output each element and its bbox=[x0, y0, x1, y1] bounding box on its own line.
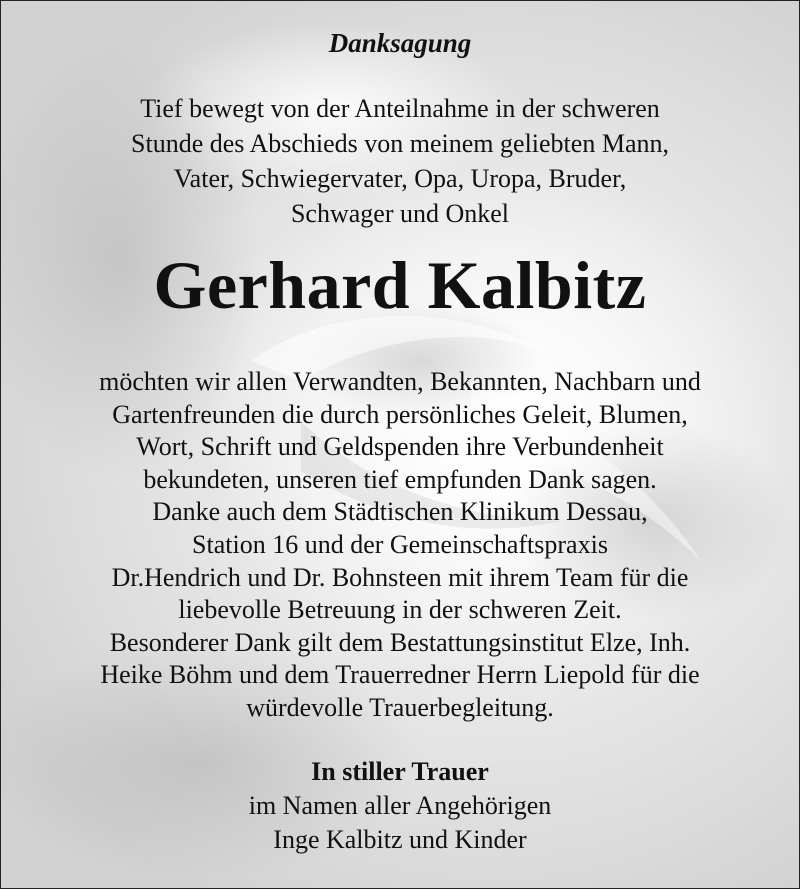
body-line: möchten wir allen Verwandten, Bekannten, Nachbarn und bbox=[99, 367, 701, 396]
intro-line: Stunde des Abschieds von meinem geliebten Mann, bbox=[131, 129, 669, 158]
thanks-body bbox=[1, 366, 799, 725]
body-line: würdevolle Trauerbegleitung. bbox=[246, 692, 554, 722]
deceased-name: Gerhard Kalbitz bbox=[153, 247, 647, 323]
closing-signature: Inge Kalbitz und Kinder bbox=[273, 825, 527, 854]
closing-line: im Namen aller Angehörigen bbox=[248, 791, 552, 820]
intro-line: Vater, Schwiegervater, Opa, Uropa, Bruder, bbox=[173, 164, 627, 193]
body-line: liebevolle Betreuung in der schweren Zeit. bbox=[178, 595, 622, 625]
body-line: bekundeten, unseren tief empfunden Dank sagen. bbox=[143, 464, 657, 494]
intro-text bbox=[1, 91, 799, 231]
body-line: Danke auch dem Städtischen Klinikum Dessau, bbox=[152, 497, 648, 527]
closing-block bbox=[1, 755, 799, 857]
notice-heading: Danksagung bbox=[328, 28, 472, 58]
body-line: Besonderer Dank gilt dem Bestattungsinstitut Elze, Inh. bbox=[109, 627, 691, 657]
body-line: Heike Böhm und dem Trauerredner Herrn Liepold für die bbox=[100, 660, 700, 690]
closing-title: In stiller Trauer bbox=[311, 757, 489, 786]
intro-line: Tief bewegt von der Anteilnahme in der schweren bbox=[140, 94, 660, 123]
intro-line: Schwager und Onkel bbox=[290, 199, 510, 228]
body-line: Gartenfreunden die durch persönliches Geleit, Blumen, bbox=[112, 399, 688, 429]
body-line: Dr.Hendrich und Dr. Bohnsteen mit ihrem Team für die bbox=[111, 562, 689, 592]
body-line: Wort, Schrift und Geldspenden ihre Verbundenheit bbox=[136, 432, 664, 462]
body-line: Station 16 und der Gemeinschaftspraxis bbox=[192, 529, 608, 559]
